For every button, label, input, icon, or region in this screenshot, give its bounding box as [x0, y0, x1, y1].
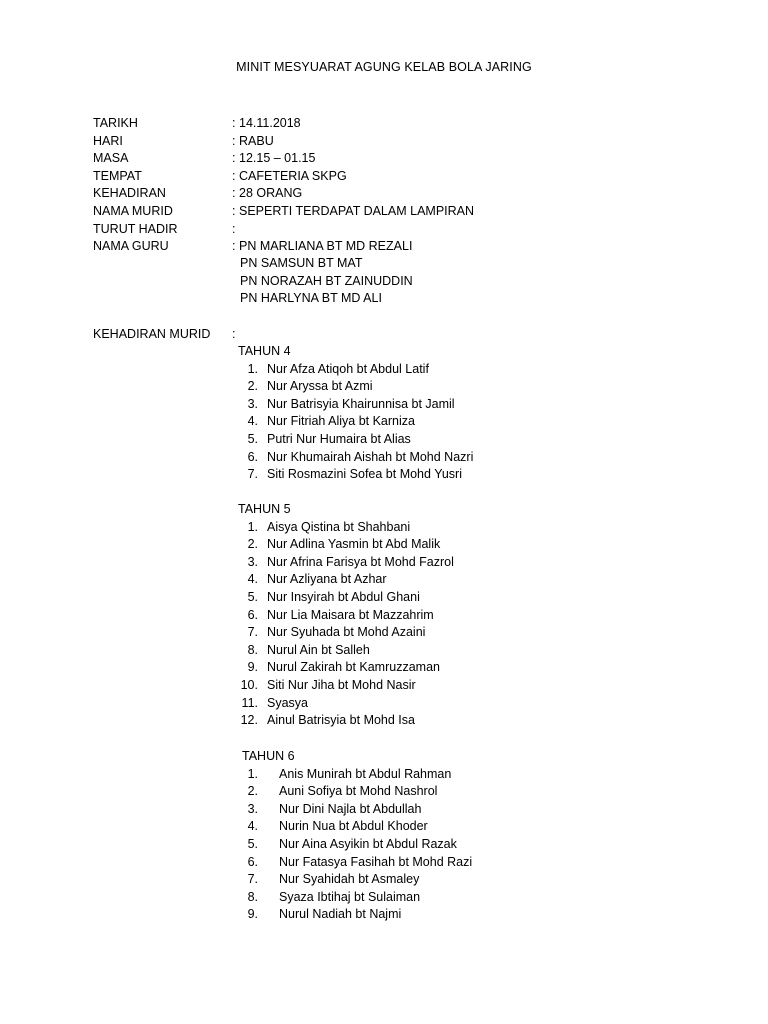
- info-colon: :: [232, 133, 236, 148]
- student-name: Nur Khumairah Aishah bt Mohd Nazri: [267, 449, 474, 464]
- student-number: 4.: [247, 414, 258, 429]
- student-number: 12.: [240, 713, 258, 728]
- student-name: Nur Azliyana bt Azhar: [267, 572, 387, 587]
- student-name: Syasya: [267, 695, 308, 710]
- student-group-tahun-4: [238, 343, 474, 484]
- student-name: Nurul Ain bt Salleh: [267, 642, 370, 657]
- info-value: PN MARLIANA BT MD REZALI: [239, 239, 413, 254]
- student-name: Nurul Nadiah bt Najmi: [279, 907, 402, 922]
- student-number: 1.: [247, 361, 258, 376]
- group-title: TAHUN 4: [238, 344, 291, 358]
- student-number: 7.: [247, 467, 258, 482]
- student-attendance-heading: [93, 326, 236, 344]
- teacher-list: [240, 255, 413, 308]
- student-list-item: [238, 607, 434, 625]
- student-list-item: [238, 536, 441, 554]
- student-list-item: [238, 695, 308, 713]
- student-number: 6.: [247, 449, 258, 464]
- student-number: 9.: [247, 660, 258, 675]
- info-label: NAMA MURID: [93, 203, 173, 218]
- student-number: 3.: [247, 554, 258, 569]
- student-list-item: [238, 378, 373, 396]
- document-title: MINIT MESYUARAT AGUNG KELAB BOLA JARING: [236, 60, 532, 74]
- student-list-item: [238, 449, 474, 467]
- info-value: 28 ORANG: [239, 186, 303, 201]
- student-name: Nur Batrisyia Khairunnisa bt Jamil: [267, 396, 455, 411]
- student-number: 11.: [241, 695, 258, 710]
- student-number: 10.: [240, 677, 258, 692]
- student-list-item: [242, 818, 428, 836]
- student-name: Anis Munirah bt Abdul Rahman: [279, 766, 452, 781]
- student-number: 4.: [247, 572, 258, 587]
- info-colon: :: [232, 221, 236, 236]
- student-name: Nurin Nua bt Abdul Khoder: [279, 819, 428, 834]
- student-name: Nur Fitriah Aliya bt Karniza: [267, 414, 415, 429]
- student-list-item: [238, 519, 411, 537]
- student-number: 6.: [247, 854, 258, 869]
- student-list-item: [242, 801, 422, 819]
- student-list-item: [238, 712, 415, 730]
- info-label: NAMA GURU: [93, 239, 169, 254]
- student-number: 9.: [247, 907, 258, 922]
- student-list-item: [242, 871, 420, 889]
- student-list-item: [238, 571, 387, 589]
- student-name: Siti Nur Jiha bt Mohd Nasir: [267, 677, 416, 692]
- student-list-item: [238, 361, 429, 379]
- student-name: Siti Rosmazini Sofea bt Mohd Yusri: [267, 467, 463, 482]
- teacher-name: PN SAMSUN BT MAT: [240, 256, 363, 270]
- student-number: 8.: [247, 889, 258, 904]
- student-name: Nur Afza Atiqoh bt Abdul Latif: [267, 361, 429, 376]
- student-name: Auni Sofiya bt Mohd Nashrol: [279, 784, 438, 799]
- student-list-item: [238, 396, 455, 414]
- student-list-item: [238, 659, 440, 677]
- student-list-item: [242, 889, 421, 907]
- group-title: TAHUN 5: [238, 502, 291, 516]
- info-colon: :: [232, 186, 236, 201]
- student-number: 8.: [247, 642, 258, 657]
- student-number: 4.: [247, 819, 258, 834]
- student-group-tahun-5: [238, 501, 454, 730]
- student-name: Nur Dini Najla bt Abdullah: [279, 801, 422, 816]
- student-name: Nurul Zakirah bt Kamruzzaman: [267, 660, 440, 675]
- student-number: 6.: [247, 607, 258, 622]
- student-name: Ainul Batrisyia bt Mohd Isa: [267, 713, 415, 728]
- info-label: TARIKH: [93, 116, 138, 130]
- student-number: 7.: [247, 872, 258, 887]
- student-name: Putri Nur Humaira bt Alias: [267, 431, 411, 446]
- student-list-item: [242, 783, 438, 801]
- student-name: Nur Insyirah bt Abdul Ghani: [267, 589, 420, 604]
- student-group-tahun-6: [242, 748, 473, 924]
- student-number: 5.: [247, 431, 258, 446]
- student-list-item: [238, 677, 416, 695]
- teacher-name: PN NORAZAH BT ZAINUDDIN: [240, 273, 413, 288]
- student-list-item: [238, 554, 454, 572]
- student-name: Nur Syuhada bt Mohd Azaini: [267, 625, 426, 640]
- student-number: 2.: [247, 379, 258, 394]
- info-label: MASA: [93, 151, 129, 166]
- student-name: Nur Afrina Farisya bt Mohd Fazrol: [267, 554, 454, 569]
- student-attendance-colon: :: [232, 327, 236, 341]
- info-colon: :: [232, 116, 236, 130]
- teacher-name: PN HARLYNA BT MD ALI: [240, 291, 382, 306]
- student-list-item: [238, 642, 370, 660]
- info-value: 14.11.2018: [239, 116, 301, 130]
- student-name: Nur Fatasya Fasihah bt Mohd Razi: [279, 854, 473, 869]
- student-number: 2.: [247, 784, 258, 799]
- info-label: TURUT HADIR: [93, 221, 178, 236]
- info-value: RABU: [239, 133, 274, 148]
- student-attendance-label: KEHADIRAN MURID: [93, 327, 211, 341]
- student-list-item: [238, 413, 415, 431]
- student-number: 3.: [247, 801, 258, 816]
- student-number: 5.: [247, 836, 258, 851]
- student-number: 5.: [247, 589, 258, 604]
- student-number: 1.: [247, 766, 258, 781]
- student-name: Nur Aryssa bt Azmi: [267, 379, 373, 394]
- info-value: CAFETERIA SKPG: [239, 168, 347, 183]
- student-name: Nur Lia Maisara bt Mazzahrim: [267, 607, 434, 622]
- info-value: 12.15 – 01.15: [239, 151, 316, 166]
- info-colon: :: [232, 203, 236, 218]
- info-label: HARI: [93, 133, 123, 148]
- info-label: TEMPAT: [93, 168, 142, 183]
- info-colon: :: [232, 151, 236, 166]
- student-list-item: [242, 836, 457, 854]
- student-number: 7.: [247, 625, 258, 640]
- student-name: Nur Aina Asyikin bt Abdul Razak: [279, 836, 457, 851]
- student-list-item: [242, 906, 402, 924]
- student-list-item: [238, 466, 463, 484]
- group-title: TAHUN 6: [242, 749, 295, 763]
- info-colon: :: [232, 239, 236, 254]
- student-name: Nur Adlina Yasmin bt Abd Malik: [267, 537, 441, 552]
- student-name: Syaza Ibtihaj bt Sulaiman: [279, 889, 421, 904]
- student-number: 1.: [247, 519, 258, 534]
- student-number: 3.: [247, 396, 258, 411]
- info-value: SEPERTI TERDAPAT DALAM LAMPIRAN: [239, 203, 475, 218]
- student-list-item: [242, 854, 473, 872]
- info-label: KEHADIRAN: [93, 186, 166, 201]
- student-list-item: [238, 624, 426, 642]
- student-list-item: [242, 766, 452, 784]
- student-number: 2.: [247, 537, 258, 552]
- student-list-item: [238, 431, 411, 449]
- student-name: Aisya Qistina bt Shahbani: [267, 519, 411, 534]
- info-colon: :: [232, 168, 236, 183]
- student-name: Nur Syahidah bt Asmaley: [279, 872, 420, 887]
- student-list-item: [238, 589, 420, 607]
